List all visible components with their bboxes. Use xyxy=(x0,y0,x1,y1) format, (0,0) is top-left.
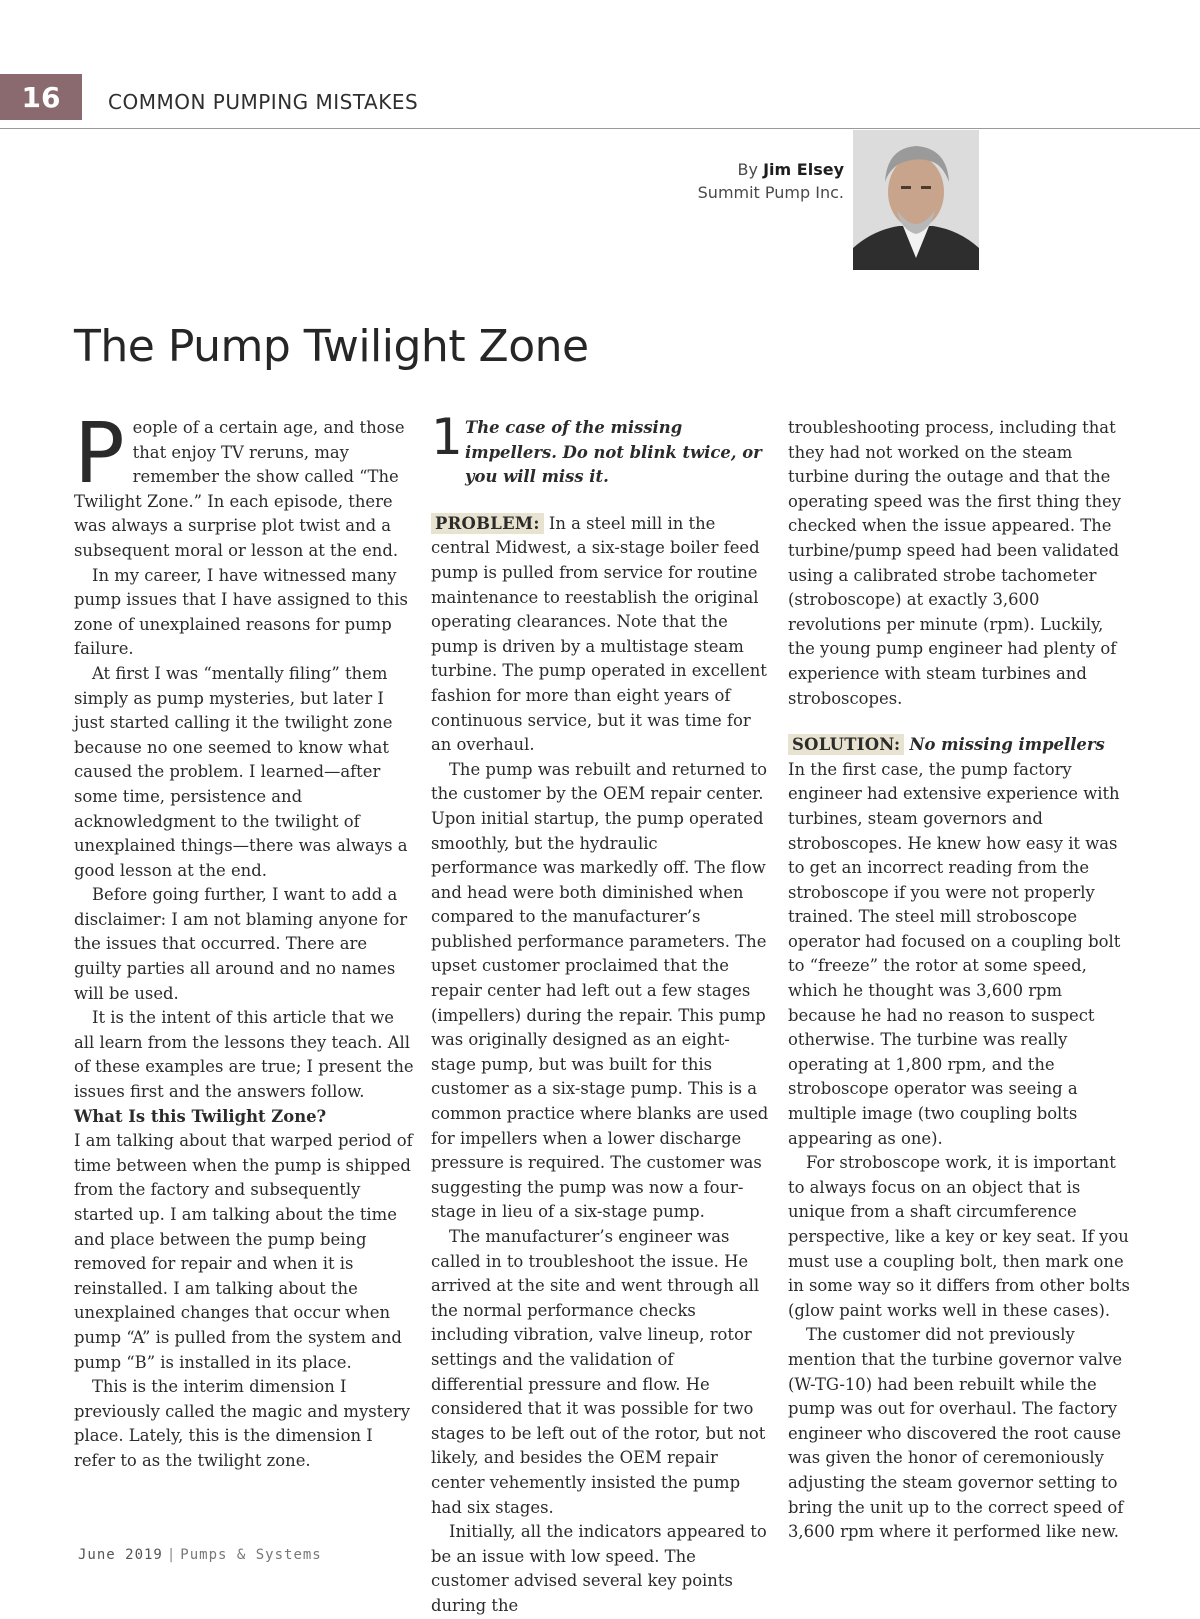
solution-heading xyxy=(788,733,1130,758)
paragraph: This is the interim dimension I previously called the magic and mystery place. Lately, this is the dimension I refer to as the twilight zone. xyxy=(74,1377,411,1470)
header-divider xyxy=(0,128,1200,129)
author-portrait-image xyxy=(853,130,979,270)
byline xyxy=(698,158,844,204)
issue-date: June 2019 xyxy=(78,1547,163,1563)
paragraph: For stroboscope work, it is important to always focus on an object that is unique from a shaft circumference perspective, like a key or key seat. If you must use a coupling bolt, then mark one in some way so it differs from other bolts (glow paint works well in these cases). xyxy=(788,1153,1130,1320)
section-title: COMMON PUMPING MISTAKES xyxy=(108,90,419,114)
solution-label: SOLUTION: xyxy=(788,734,904,755)
author-photo xyxy=(853,130,979,270)
author-name: Jim Elsey xyxy=(763,160,844,179)
byline-prefix: By xyxy=(737,160,758,179)
paragraph: In the first case, the pump factory engineer had extensive experience with turbines, steam governors and stroboscopes. He knew how easy it was to get an incorrect reading from the stroboscope if you were not properly trained. The steel mill stroboscope operator had focused on a coupling bolt to “freeze” the rotor at some speed, which he thought was 3,600 rpm because he had no reason to suspect otherwise. The turbine was really operating at 1,800 rpm, and the stroboscope operator was seeing a multiple image (two coupling bolts appearing as one). xyxy=(788,759,1121,1148)
page-number: 16 xyxy=(0,74,82,120)
problem-paragraph xyxy=(431,512,769,758)
case-heading xyxy=(431,408,769,490)
paragraph: The pump was rebuilt and returned to the customer by the OEM repair center. Upon initial startup, the pump operated smoothly, but the hydraulic performance was markedly off. The flow and head were both diminished when compared to the manufacturer’s published performance parameters. The upset customer proclaimed that the repair center had left out a few stages (impellers) during the repair. This pump was originally designed as an eight-stage pump, but was built for this customer as a six-stage pump. This is a common practice where blanks are used for impellers when a lower discharge pressure is required. The customer was suggesting the pump was now a four-stage in lieu of a six-stage pump. xyxy=(431,759,769,1222)
article-column-2 xyxy=(431,408,769,1619)
paragraph: It is the intent of this article that we all learn from the lessons they teach. All of these examples are true; I present the issues first and the answers follow. xyxy=(74,1008,414,1102)
case-title: The case of the missing impellers. Do not blink twice, or you will miss it. xyxy=(465,418,762,487)
paragraph: In my career, I have witnessed many pump issues that I have assigned to this zone of unexplained reasons for pump failure. xyxy=(74,565,408,659)
paragraph: Before going further, I want to add a disclaimer: I am not blaming anyone for the issues that occurred. There are guilty parties all around and no names will be used. xyxy=(74,885,408,1003)
paragraph: At first I was “mentally filing” them simply as pump mysteries, but later I just started calling it the twilight zone because no one seemed to know what caused the problem. I learned—after some time, persistence and acknowledgment to the twilight of unexplained things—there was always a good lesson at the end. xyxy=(74,663,408,880)
drop-cap: P xyxy=(74,404,125,502)
solution-title: No missing impellers xyxy=(909,735,1105,755)
author-company: Summit Pump Inc. xyxy=(697,183,844,202)
problem-label: PROBLEM: xyxy=(431,513,544,534)
case-number: 1 xyxy=(431,408,463,466)
problem-text: In a steel mill in the central Midwest, a six-stage boiler feed pump is pulled from service for routine maintenance to reestablish the original operating clearances. Note that the pump is driven by a multistage steam turbine. The pump operated in excellent fashion for more than eight years of continuous service, but it was time for an overhaul. xyxy=(431,513,767,755)
paragraph: troubleshooting process, including that they had not worked on the steam turbine during the outage and that the operating speed was the first thing they checked when the issue appeared. The turbine/pump speed had been validated using a calibrated strobe tachometer (stroboscope) at exactly 3,600 revolutions per minute (rpm). Luckily, the young pump engineer had plenty of experience with steam turbines and stroboscopes. xyxy=(788,418,1121,708)
intro-text: eople of a certain age, and those that enjoy TV reruns, may remember the show called “The Twilight Zone.” In each episode, there was always a surprise plot twist and a subsequent moral or lesson at the end. xyxy=(74,418,405,560)
footer-separator: | xyxy=(166,1547,177,1563)
paragraph: I am talking about that warped period of time between when the pump is shipped from the factory and subsequently started up. I am talking about the time and place between the pump being removed for repair and when it is reinstalled. I am talking about the unexplained changes that occur when pump “A” is pulled from the system and pump “B” is installed in its place. xyxy=(74,1131,413,1372)
page-footer xyxy=(78,1547,322,1563)
paragraph: Initially, all the indicators appeared to be an issue with low speed. The customer advised several key points during the xyxy=(431,1522,767,1615)
article-column-1 xyxy=(74,404,416,1474)
publication-name: Pumps & Systems xyxy=(180,1547,322,1563)
paragraph: The customer did not previously mention that the turbine governor valve (W-TG-10) had been rebuilt while the pump was out for overhaul. The factory engineer who discovered the root cause was given the honor of ceremoniously adjusting the steam governor setting to bring the unit up to the correct speed of 3,600 rpm where it performed like new. xyxy=(788,1325,1124,1542)
article-column-3 xyxy=(788,416,1130,1545)
subheading: What Is this Twilight Zone? xyxy=(74,1106,327,1126)
intro-paragraph xyxy=(74,404,416,564)
article-title: The Pump Twilight Zone xyxy=(74,321,589,373)
paragraph: The manufacturer’s engineer was called in to troubleshoot the issue. He arrived at the site and went through all the normal performance checks including vibration, valve lineup, rotor settings and the validation of differential pressure and flow. He considered that it was possible for two stages to be left out of the rotor, but not likely, and besides the OEM repair center vehemently insisted the pump had six stages. xyxy=(431,1227,766,1517)
